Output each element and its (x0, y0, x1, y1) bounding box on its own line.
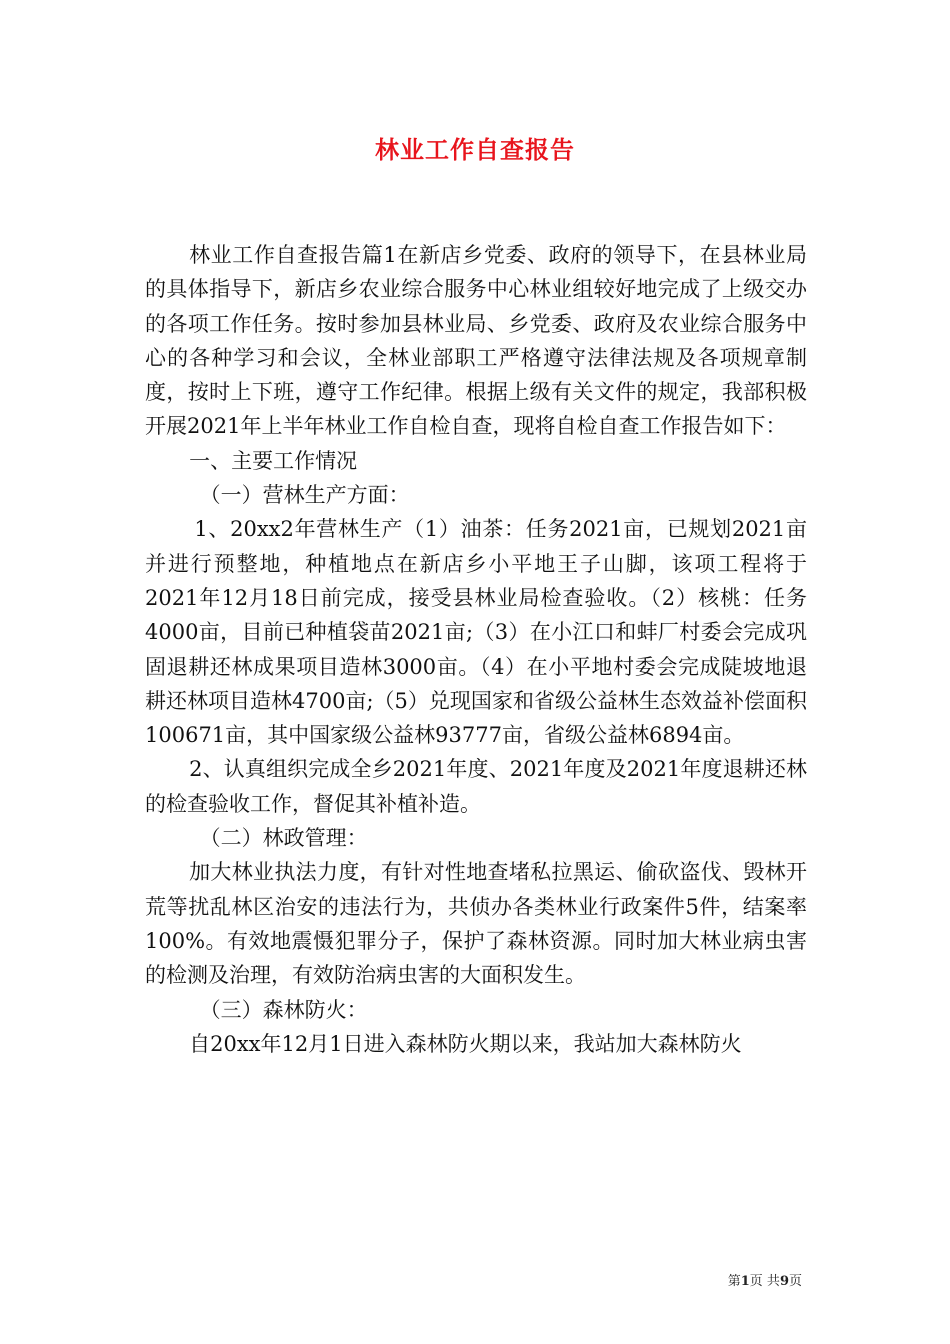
afforestation-item-1: 1、20xx2年营林生产（1）油茶：任务2021亩，已规划2021亩并进行预整地，种植地点在新店乡小平地王子山脚，该项工程将于2021年12月18日前完成，接受县林业局检查验收。（2）核桃：任务4000亩，目前已种植袋苗2021亩;（3）在小江口和蚌厂村委会完成巩固退耕还林成果项目造林3000亩。（4）在小平地村委会完成陡坡地退耕还林项目造林4700亩;（5）兑现国家和省级公益林生态效益补偿面积100671亩，其中国家级公益林93777亩，省级公益林6894亩。 (145, 517, 807, 748)
subsection-heading-fire-prevention: （三）森林防火： (199, 997, 368, 1022)
document-title: 林业工作自查报告 (375, 135, 575, 164)
fire-prevention-paragraph: 自20xx年12月1日进入森林防火期以来，我站加大森林防火 (189, 1031, 742, 1056)
footer-current-page: 1 (740, 1274, 750, 1289)
section-heading-main-work: 一、主要工作情况 (189, 448, 358, 473)
footer-prefix: 第 (727, 1274, 741, 1289)
footer-middle: 页 共 (749, 1274, 780, 1289)
forest-administration-paragraph: 加大林业执法力度，有针对性地查堵私拉黑运、偷砍盗伐、毁林开荒等扰乱林区治安的违法行为，共侦办各类林业行政案件5件，结案率100%。有效地震慑犯罪分子，保护了森林资源。同时加大林业病虫害的检测及治理，有效防治病虫害的大面积发生。 (145, 860, 807, 988)
afforestation-item-2: 2、认真组织完成全乡2021年度、2021年度及2021年度退耕还林的检查验收工作，督促其补植补造。 (145, 757, 807, 816)
intro-paragraph: 林业工作自查报告篇1在新店乡党委、政府的领导下，在县林业局的具体指导下，新店乡农业综合服务中心林业组较好地完成了上级交办的各项工作任务。按时参加县林业局、乡党委、政府及农业综合服务中心的各种学习和会议，全林业部职工严格遵守法律法规及各项规章制度，按时上下班，遵守工作纪律。根据上级有关文件的规定，我部积极开展2021年上半年林业工作自检自查，现将自检自查工作报告如下： (145, 243, 807, 439)
subsection-heading-afforestation: （一）营林生产方面： (199, 483, 410, 508)
footer-suffix: 页 (788, 1274, 802, 1289)
subsection-heading-forest-administration: （二）林政管理： (199, 826, 368, 851)
page-number-footer (728, 1270, 802, 1289)
footer-total-pages: 9 (779, 1274, 789, 1289)
document-body (145, 238, 807, 1061)
